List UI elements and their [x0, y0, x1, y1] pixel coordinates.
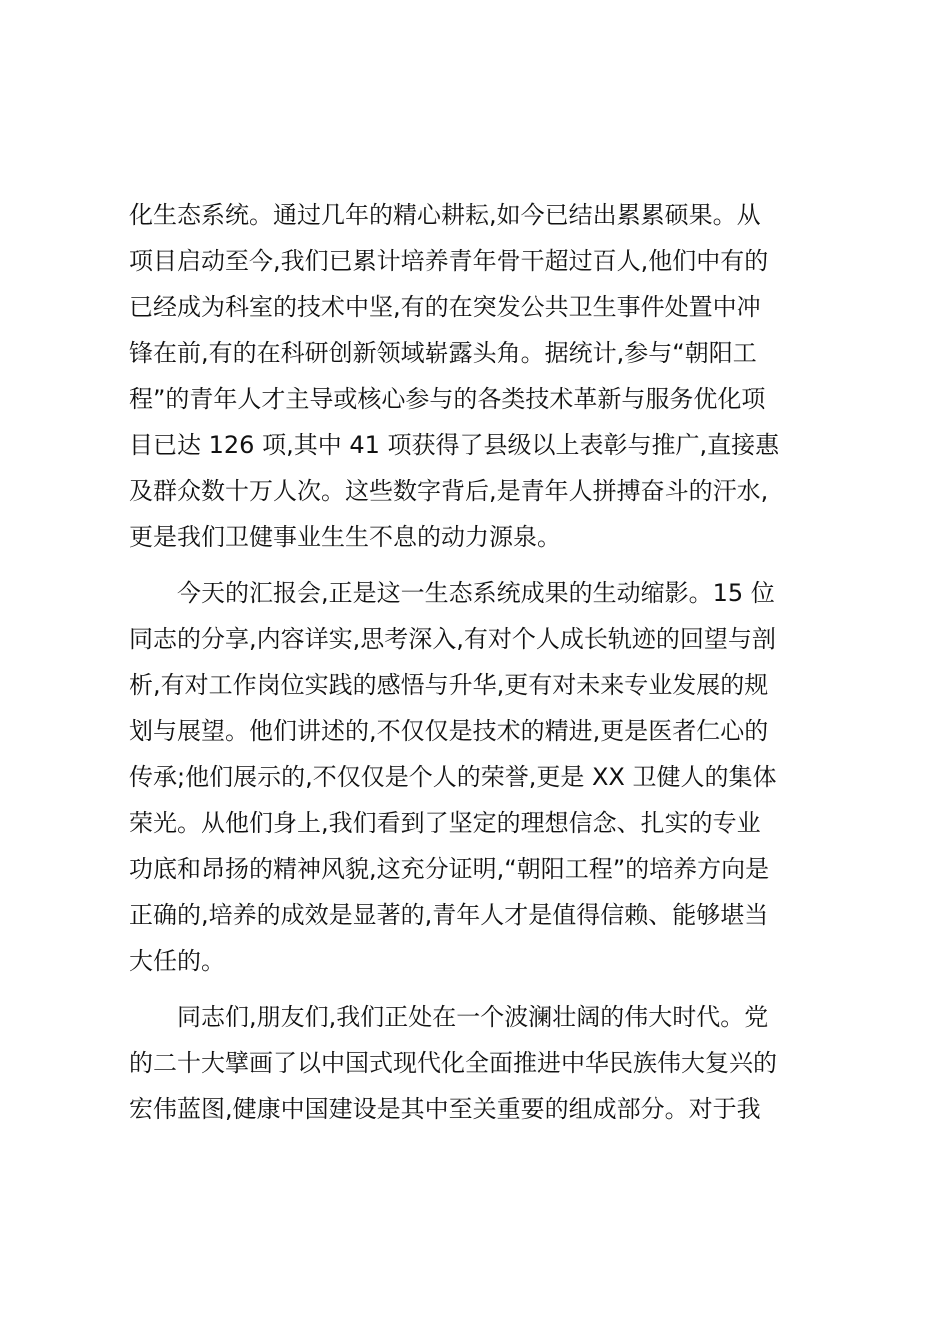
- text-line: 更是我们卫健事业生生不息的动力源泉。: [129, 523, 561, 551]
- body-text: [129, 192, 829, 1142]
- text-line: 同志的分享,内容详实,思考深入,有对个人成长轨迹的回望与剖: [129, 625, 776, 653]
- text-line: 析,有对工作岗位实践的感悟与升华,更有对未来专业发展的规: [129, 671, 769, 699]
- text-line: 划与展望。他们讲述的,不仅仅是技术的精进,更是医者仁心的: [129, 717, 769, 745]
- paragraph-3: [129, 994, 829, 1132]
- text-line: 化生态系统。通过几年的精心耕耘,如今已结出累累硕果。从: [129, 201, 761, 229]
- paragraph-2: [129, 570, 829, 984]
- text-line: 正确的,培养的成效是显著的,青年人才是值得信赖、能够堪当: [129, 901, 769, 929]
- text-line: 已经成为科室的技术中坚,有的在突发公共卫生事件处置中冲: [129, 293, 761, 321]
- text-line: 今天的汇报会,正是这一生态系统成果的生动缩影。15 位: [177, 579, 775, 607]
- text-line: 目已达 126 项,其中 41 项获得了县级以上表彰与推广,直接惠: [129, 431, 780, 459]
- text-line: 宏伟蓝图,健康中国建设是其中至关重要的组成部分。对于我: [129, 1095, 761, 1123]
- text-line: 项目启动至今,我们已累计培养青年骨干超过百人,他们中有的: [129, 247, 769, 275]
- text-line: 大任的。: [129, 947, 225, 975]
- text-line: 同志们,朋友们,我们正处在一个波澜壮阔的伟大时代。党: [177, 1003, 769, 1031]
- text-line: 的二十大擘画了以中国式现代化全面推进中华民族伟大复兴的: [129, 1049, 777, 1077]
- text-line: 荣光。从他们身上,我们看到了坚定的理想信念、扎实的专业: [129, 809, 761, 837]
- text-line: 及群众数十万人次。这些数字背后,是青年人拼搏奋斗的汗水,: [129, 477, 769, 505]
- text-line: 传承;他们展示的,不仅仅是个人的荣誉,更是 XX 卫健人的集体: [129, 763, 777, 791]
- text-line: 锋在前,有的在科研创新领域崭露头角。据统计,参与“朝阳工: [129, 339, 757, 367]
- text-line: 功底和昂扬的精神风貌,这充分证明,“朝阳工程”的培养方向是: [129, 855, 770, 883]
- paragraph-1: [129, 192, 829, 560]
- text-line: 程”的青年人才主导或核心参与的各类技术革新与服务优化项: [129, 385, 766, 413]
